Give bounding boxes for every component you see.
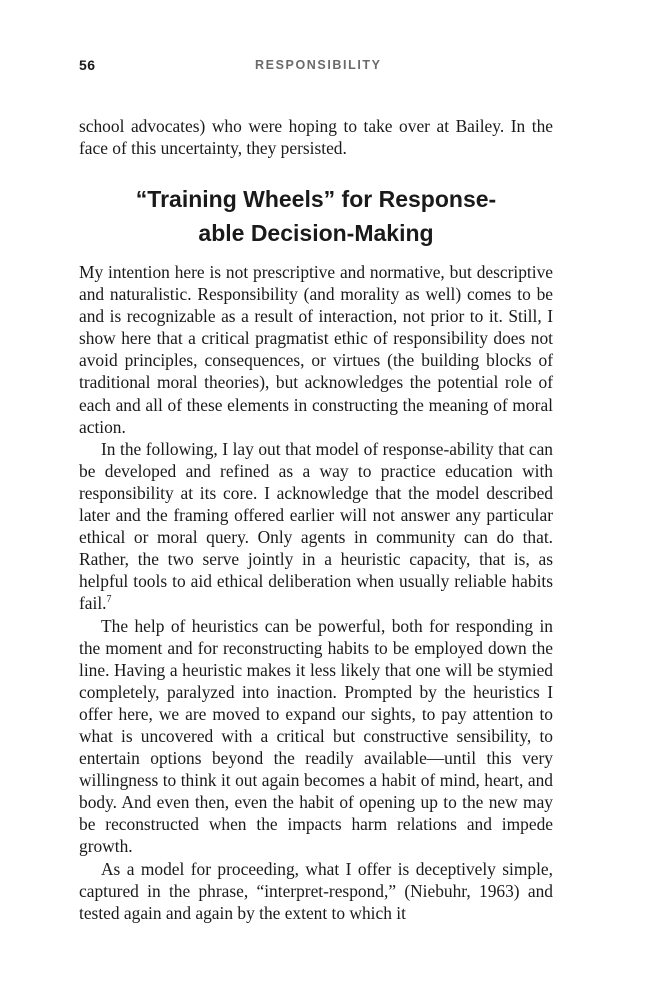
footnote-reference[interactable]: 7: [106, 594, 112, 606]
page-number: 56: [79, 57, 96, 73]
paragraph: The help of heuristics can be powerful, both for responding in the moment and for reconstructing habits to be employed down the line. Having a heuristic makes it less likely that one will be stymied completely, paralyzed into inaction. Prompted by the heuristics I offer here, we are moved to expand our sights, to pay attention to what is uncovered with a critical but constructive sensibility, to entertain options beyond the readily available—until this very willingness to think it out again becomes a habit of mind, heart, and body. And even then, even the habit of opening up to the new may be reconstructed when the impacts harm relations and impede growth.: [79, 615, 553, 857]
paragraph-text: In the following, I lay out that model of response-ability that can be developed and refined as a way to practice education with responsibility at its core. I acknowledge that the model described later and the framing offered earlier will not answer any particular ethical or moral query. Only agents in community can do that. Rather, the two serve jointly in a heuristic capacity, that is, as helpful tools to aid ethical deliberation when usually reliable habits fail.: [79, 438, 553, 614]
body-text: [79, 261, 553, 924]
paragraph: school advocates) who were hoping to take over at Bailey. In the face of this uncertainty, they persisted.: [79, 116, 553, 159]
section-heading-line-2: able Decision-Making: [198, 220, 434, 246]
section-heading: [79, 182, 553, 250]
section-heading-line-1: “Training Wheels” for Response-: [135, 186, 497, 212]
running-header: [79, 57, 553, 79]
paragraph: As a model for proceeding, what I offer is deceptively simple, captured in the phrase, “interpret-respond,” (Niebuhr, 1963) and tested again and again by the extent to which it: [79, 858, 553, 923]
paragraph: My intention here is not prescriptive and normative, but descriptive and naturalistic. Responsibility (and morality as well) comes to be and is recognizable as a result of interaction, not prior to it. Still, I show here that a critical pragmatist ethic of responsibility does not avoid principles, consequences, or virtues (the building blocks of traditional moral theories), but acknowledges the potential role of each and all of these elements in constructing the meaning of moral action.: [79, 262, 553, 437]
paragraph: [79, 438, 553, 615]
running-title: RESPONSIBILITY: [255, 58, 382, 72]
continued-paragraph: [79, 115, 553, 159]
